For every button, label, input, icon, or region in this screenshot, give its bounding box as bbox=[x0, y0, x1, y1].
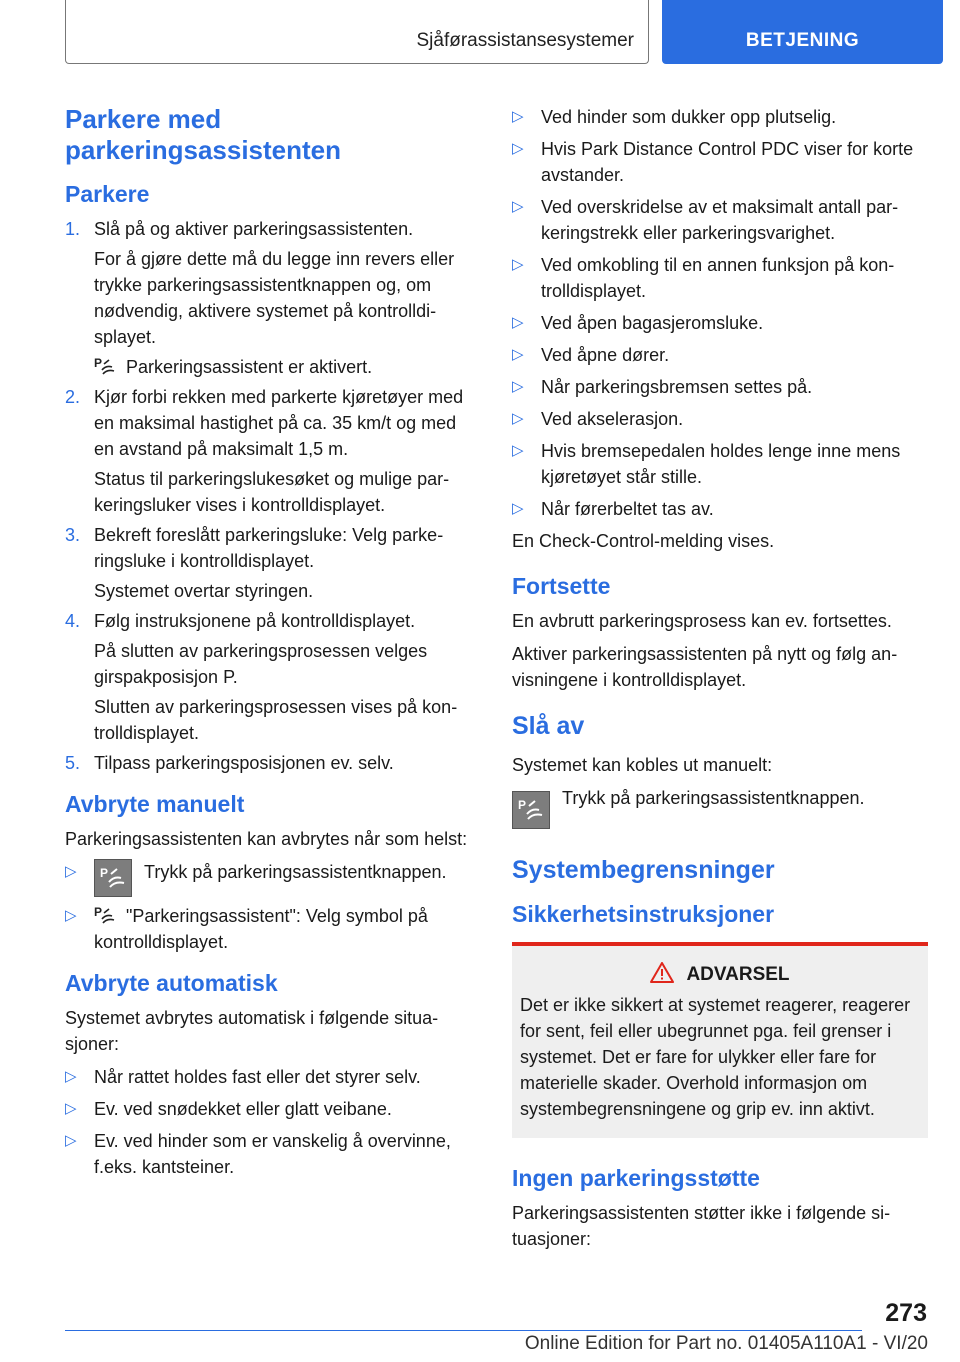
step-5 bbox=[65, 750, 480, 776]
warning-header bbox=[520, 962, 920, 986]
auto-bullet bbox=[512, 194, 928, 246]
fortsette-p2: Aktiver parkeringsassistenten på nytt og følg anvisningene i kontrolldisplayet. bbox=[512, 644, 898, 690]
park-assist-icon bbox=[94, 355, 116, 377]
warning-triangle-icon bbox=[650, 962, 674, 983]
bullet-triangle-icon: ▷ bbox=[512, 442, 524, 459]
auto-bullet bbox=[512, 104, 928, 130]
auto-bullet-text: Ved overskridelse av et maksimalt antall parkeringstrekk eller parkeringsvarighet. bbox=[541, 197, 899, 243]
manual-bullet-1-text: Trykk på parkeringsassistentknappen. bbox=[144, 862, 447, 882]
header-section-title: Sjåførassistansesystemer bbox=[416, 30, 634, 51]
step-1-icon-text: Parkeringsassistent er aktivert. bbox=[126, 357, 373, 377]
footer-divider bbox=[65, 1330, 862, 1331]
auto-bullet-text: Ved åpen bagasjeromsluke. bbox=[541, 313, 764, 333]
page-title-line2: parkeringsassistenten bbox=[65, 135, 342, 165]
auto-bullet-text: Hvis bremsepedalen holdes lenge inne mens kjøretøyet står stille. bbox=[541, 441, 901, 487]
step-number: 1. bbox=[65, 219, 81, 239]
step-4-sub-2: Slutten av parkeringsprosessen vises på kontrolldisplayet. bbox=[94, 697, 458, 743]
no-support-text: Parkeringsassistenten støtter ikke i følgende situasjoner: bbox=[512, 1203, 891, 1249]
step-1-sub: For å gjøre dette må du legge inn revers eller trykke parkeringsassistentknappen og, om nødvendig, aktivere systemet på kontrolldisplayet. bbox=[94, 249, 455, 347]
bullet-triangle-icon: ▷ bbox=[65, 863, 77, 880]
auto-bullet-text: Ved åpne dører. bbox=[541, 345, 670, 365]
header-tab[interactable] bbox=[662, 0, 943, 64]
auto-bullet-text: Hvis Park Distance Control PDC viser for korte avstander. bbox=[541, 139, 914, 185]
bullet-triangle-icon: ▷ bbox=[512, 410, 524, 427]
sla-av-button-text: Trykk på parkeringsassistentknappen. bbox=[562, 788, 865, 808]
auto-bullet-text: Ev. ved snødekket eller glatt veibane. bbox=[94, 1099, 392, 1119]
page-title bbox=[65, 104, 480, 166]
auto-intro: Systemet avbrytes automatisk i følgende situasjoner: bbox=[65, 1008, 439, 1054]
step-number: 3. bbox=[65, 525, 81, 545]
step-text: Kjør forbi rekken med parkerte kjøretøyer med en maksimal hastighet på ca. 35 km/t og med en avstand på maksimalt 1,5 m. bbox=[94, 387, 464, 459]
step-3 bbox=[65, 522, 480, 574]
auto-bullet-text: Ev. ved hinder som er vanskelig å overvinne, f.eks. kantsteiner. bbox=[94, 1131, 451, 1177]
heading-avbryte-automatisk: Avbryte automatisk bbox=[65, 970, 278, 996]
auto-bullet-text: Når førerbeltet tas av. bbox=[541, 499, 714, 519]
auto-bullet bbox=[512, 496, 928, 522]
heading-fortsette: Fortsette bbox=[512, 573, 611, 599]
auto-bullet bbox=[512, 406, 928, 432]
park-assist-button-icon bbox=[512, 791, 550, 829]
auto-bullet bbox=[512, 374, 928, 400]
check-control-text: En Check-Control-melding vises. bbox=[512, 531, 775, 551]
page-title-line1: Parkere med bbox=[65, 104, 222, 134]
bullet-triangle-icon: ▷ bbox=[512, 500, 524, 517]
right-column bbox=[512, 104, 928, 1259]
step-text: Følg instruksjonene på kontrolldisplayet. bbox=[94, 611, 416, 631]
heading-avbryte-manuelt: Avbryte manuelt bbox=[65, 791, 245, 817]
bullet-triangle-icon: ▷ bbox=[512, 378, 524, 395]
step-1-icon-row bbox=[94, 354, 480, 380]
step-4 bbox=[65, 608, 480, 634]
auto-bullet bbox=[512, 310, 928, 336]
heading-sikkerhetsinstruksjoner: Sikkerhetsinstruksjoner bbox=[512, 901, 775, 927]
footer-edition: Online Edition for Part no. 01405A110A1 - VI/20 bbox=[524, 1333, 928, 1354]
auto-bullet bbox=[512, 136, 928, 188]
auto-bullet bbox=[512, 438, 928, 490]
heading-sla-av: Slå av bbox=[512, 712, 585, 740]
step-3-sub: Systemet overtar styringen. bbox=[94, 581, 314, 601]
step-number: 2. bbox=[65, 387, 81, 407]
manual-intro: Parkeringsassistenten kan avbrytes når som helst: bbox=[65, 829, 468, 849]
warning-box bbox=[512, 942, 928, 1138]
bullet-triangle-icon: ▷ bbox=[512, 346, 524, 363]
auto-bullet bbox=[65, 1128, 480, 1180]
bullet-triangle-icon: ▷ bbox=[65, 1100, 77, 1117]
sla-av-button-row bbox=[512, 785, 928, 829]
fortsette-p1: En avbrutt parkeringsprosess kan ev. fortsettes. bbox=[512, 611, 892, 631]
svg-text:P: P bbox=[94, 356, 103, 370]
manual-bullet-2 bbox=[65, 903, 480, 955]
bullet-triangle-icon: ▷ bbox=[512, 256, 524, 273]
auto-bullet-text: Ved omkobling til en annen funksjon på kontrolldisplayet. bbox=[541, 255, 895, 301]
step-number: 5. bbox=[65, 753, 81, 773]
heading-parkere: Parkere bbox=[65, 181, 150, 207]
manual-bullet-2-text: "Parkeringsassistent": Velg symbol på kontrolldisplayet. bbox=[94, 906, 428, 952]
manual-bullet-1 bbox=[65, 859, 480, 897]
heading-ingen-parkeringsstotte: Ingen parkeringsstøtte bbox=[512, 1165, 760, 1191]
auto-bullet-text: Ved hinder som dukker opp plutselig. bbox=[541, 107, 837, 127]
step-text: Bekreft foreslått parkeringsluke: Velg parkeringsluke i kontrolldisplayet. bbox=[94, 525, 444, 571]
header-section-box bbox=[65, 0, 649, 64]
step-2 bbox=[65, 384, 480, 462]
header-tab-label: BETJENING bbox=[745, 30, 860, 51]
bullet-triangle-icon: ▷ bbox=[512, 108, 524, 125]
auto-bullet bbox=[65, 1096, 480, 1122]
step-number: 4. bbox=[65, 611, 81, 631]
page-number: 273 bbox=[885, 1299, 927, 1327]
bullet-triangle-icon: ▷ bbox=[65, 1068, 77, 1085]
svg-text:P: P bbox=[100, 866, 109, 880]
park-assist-icon bbox=[94, 904, 116, 926]
warning-title: ADVARSEL bbox=[686, 964, 790, 985]
auto-bullet bbox=[512, 252, 928, 304]
park-assist-button-icon bbox=[94, 859, 132, 897]
step-1 bbox=[65, 216, 480, 242]
svg-text:P: P bbox=[94, 905, 103, 919]
bullet-triangle-icon: ▷ bbox=[65, 1132, 77, 1149]
auto-bullet-text: Ved akselerasjon. bbox=[541, 409, 684, 429]
step-text: Slå på og aktiver parkeringsassistenten. bbox=[94, 219, 414, 239]
warning-text: Det er ikke sikkert at systemet reagerer, reagerer for sent, feil eller ubegrunnet pga. feil grenser i systemet. Det er fare for ulykker eller fare for materielle skader. Overhold informasjon om systembegrensningene og grip ev. inn aktivt. bbox=[520, 995, 911, 1119]
sla-av-intro: Systemet kan kobles ut manuelt: bbox=[512, 755, 773, 775]
auto-bullet-text: Når rattet holdes fast eller det styrer selv. bbox=[94, 1067, 421, 1087]
step-text: Tilpass parkeringsposisjonen ev. selv. bbox=[94, 753, 394, 773]
bullet-triangle-icon: ▷ bbox=[512, 314, 524, 331]
bullet-triangle-icon: ▷ bbox=[512, 140, 524, 157]
bullet-triangle-icon: ▷ bbox=[512, 198, 524, 215]
svg-text:P: P bbox=[518, 798, 527, 812]
auto-bullet bbox=[65, 1064, 480, 1090]
step-4-sub-1: På slutten av parkeringsprosessen velges girspakposisjon P. bbox=[94, 641, 428, 687]
auto-bullet-text: Når parkeringsbremsen settes på. bbox=[541, 377, 813, 397]
heading-systembegrensninger: Systembegrensninger bbox=[512, 856, 775, 884]
step-2-sub: Status til parkeringslukesøket og mulige parkeringsluker vises i kontrolldisplayet. bbox=[94, 469, 450, 515]
auto-bullet bbox=[512, 342, 928, 368]
left-column bbox=[65, 104, 480, 1186]
bullet-triangle-icon: ▷ bbox=[65, 907, 77, 924]
